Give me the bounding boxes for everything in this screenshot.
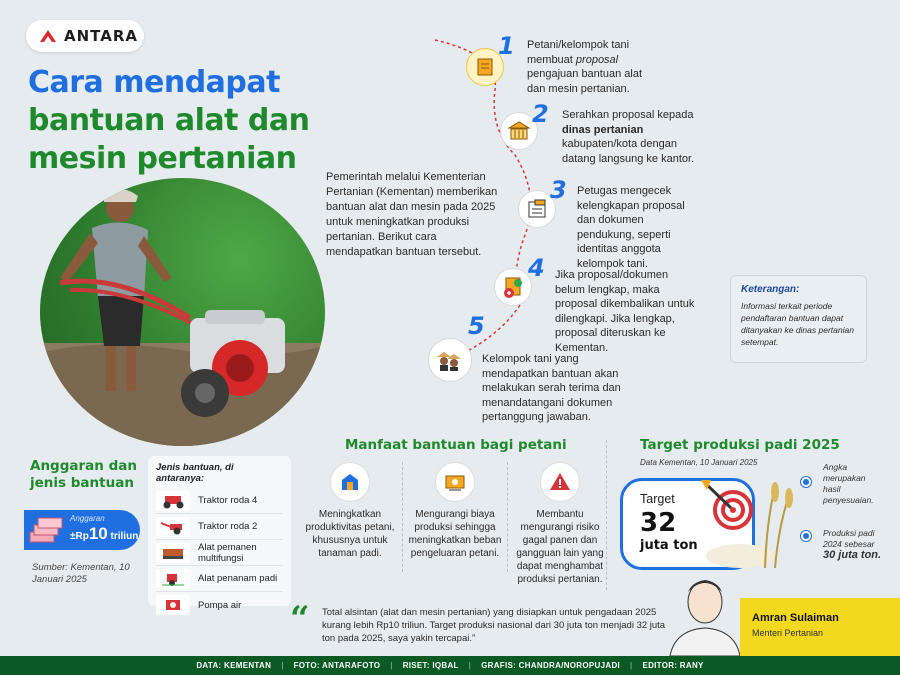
quote-mark: “ (290, 599, 310, 639)
target-value: 32 (640, 508, 677, 538)
step-1-number: 1 (498, 32, 515, 60)
page-title (28, 64, 328, 178)
cost-reduction-icon (435, 462, 475, 502)
target-title: Target produksi padi 2025 (640, 437, 840, 453)
target-rice-illustration (695, 478, 800, 573)
list-item: Pompa air (156, 592, 283, 618)
anggaran-value: ±Rp10 triliun (70, 524, 139, 543)
anggaran-label: Anggaran (70, 514, 105, 523)
harvester-icon (156, 543, 190, 563)
list-item: Traktor roda 4 (156, 488, 283, 514)
minister-role: Menteri Pertanian (752, 628, 824, 638)
tractor-4wd-icon (156, 491, 190, 511)
credit-data: DATA: KEMENTAN (196, 661, 272, 670)
credit-riset: RISET: IQBAL (402, 661, 459, 670)
water-pump-icon (156, 595, 190, 615)
target-label: Target (640, 492, 675, 506)
title-line-3: mesin pertanian (28, 141, 297, 176)
step-4-number: 4 (528, 254, 545, 282)
farmers-group-icon (428, 338, 472, 382)
minister-portrait (660, 570, 750, 656)
document-review-icon (494, 268, 532, 306)
credit-foto: FOTO: ANTARAFOTO (293, 661, 381, 670)
manfaat-item-2: Mengurangi biaya produksi sehingga meningkatkan beban pengeluaran petani. (405, 462, 505, 586)
note-marker (801, 531, 811, 541)
anggaran-title: Anggaran dan jenis bantuan (30, 458, 137, 491)
target-note-2: Produksi padi 2024 sebesar 30 juta ton. (823, 528, 882, 561)
antara-logo-icon (38, 28, 58, 44)
step-4-text: Jika proposal/dokumen belum lengkap, maka proposal dikembalikan untuk dilengkapi. Jika lengkap, proposal diteruskan ke Kementan. (555, 269, 695, 354)
antara-logo (26, 20, 144, 52)
farmer-illustration (40, 178, 325, 446)
credits-footer: DATA: KEMENTAN | FOTO: ANTARAFOTO | RISET: IQBAL | GRAFIS: CHANDRA/NOROPUJADI | EDITOR: RANY (0, 656, 900, 675)
target-note-1: Angka merupakan hasil penyesuaian. (823, 462, 874, 505)
step-3-text: Petugas mengecek kelengkapan proposal dan dokumen pendukung, seperti identitas anggota kelompok tani. (577, 185, 685, 270)
step-2-text: Serahkan proposal kepada dinas pertanian kabupaten/kota dengan datang langsung ke kantor. (562, 109, 695, 165)
quote-text: Total alsintan (alat dan mesin pertanian) yang disiapkan untuk pengadaan 2025 kurang lebih Rp10 triliun. Target produksi nasional dari 30 juta ton menjadi 32 juta ton pada 2025, saya yakin tercapai.” (322, 607, 666, 644)
step-5-number: 5 (468, 312, 485, 340)
step-5-text: Kelompok tani yang mendapatkan bantuan akan melakukan serah terima dan menandatangani dokumen pertanggung jawaban. (482, 353, 621, 423)
section-divider (606, 440, 607, 590)
manfaat-row (300, 462, 610, 586)
manfaat-item-1: Meningkatkan produktivitas petani, khususnya untuk tanaman padi. (300, 462, 400, 586)
intro-text: Pemerintah melalui Kementerian Pertanian (Kementan) memberikan bantuan alat dan mesin pada 2025 untuk meningkatkan produksi pertanian. Berikut cara mendapatkan bantuan tersebut. (326, 171, 498, 258)
step-2-number: 2 (532, 100, 549, 128)
keterangan-title: Keterangan: (741, 284, 800, 295)
list-item: Alat penanam padi (156, 566, 283, 592)
money-stack-icon (28, 514, 66, 546)
list-item: Alat pemanen multifungsi (156, 540, 283, 566)
rice-planter-icon (156, 569, 190, 589)
target-unit: juta ton (640, 538, 698, 553)
anggaran-source: Sumber: Kementan, 10 Januari 2025 (32, 562, 130, 585)
manfaat-title: Manfaat bantuan bagi petani (345, 437, 567, 453)
note-marker (801, 477, 811, 487)
divider (402, 462, 403, 572)
tractor-2wd-icon (156, 517, 190, 537)
step-1-text: Petani/kelompok tani membuat proposal pengajuan bantuan alat dan mesin pertanian. (527, 39, 642, 95)
jenis-title: Jenis bantuan, di antaranya: (156, 462, 234, 484)
step-3-number: 3 (550, 176, 567, 204)
credit-grafis: GRAFIS: CHANDRA/NOROPUJADI (481, 661, 621, 670)
credit-editor: EDITOR: RANY (642, 661, 704, 670)
divider (507, 462, 508, 572)
target-source: Data Kementan, 10 Januari 2025 (640, 458, 758, 467)
productivity-icon (330, 462, 370, 502)
risk-warning-icon (540, 462, 580, 502)
logo-text: ANTARA (64, 27, 138, 45)
keterangan-box (730, 275, 867, 363)
minister-nameplate (740, 598, 900, 656)
title-line-2: bantuan alat dan (28, 103, 310, 138)
keterangan-text: Informasi terkait periode pendaftaran bantuan dapat ditanyakan ke dinas pertanian setempat. (741, 301, 854, 347)
minister-name: Amran Sulaiman (752, 612, 839, 624)
farmer-photo (40, 178, 325, 446)
jenis-bantuan-card (148, 456, 291, 611)
title-line-1: Cara mendapat (28, 65, 280, 100)
manfaat-item-3: Membantu mengurangi risiko gagal panen dan gangguan lain yang dapat menghambat produksi pertanian. (510, 462, 610, 586)
list-item: Traktor roda 2 (156, 514, 283, 540)
